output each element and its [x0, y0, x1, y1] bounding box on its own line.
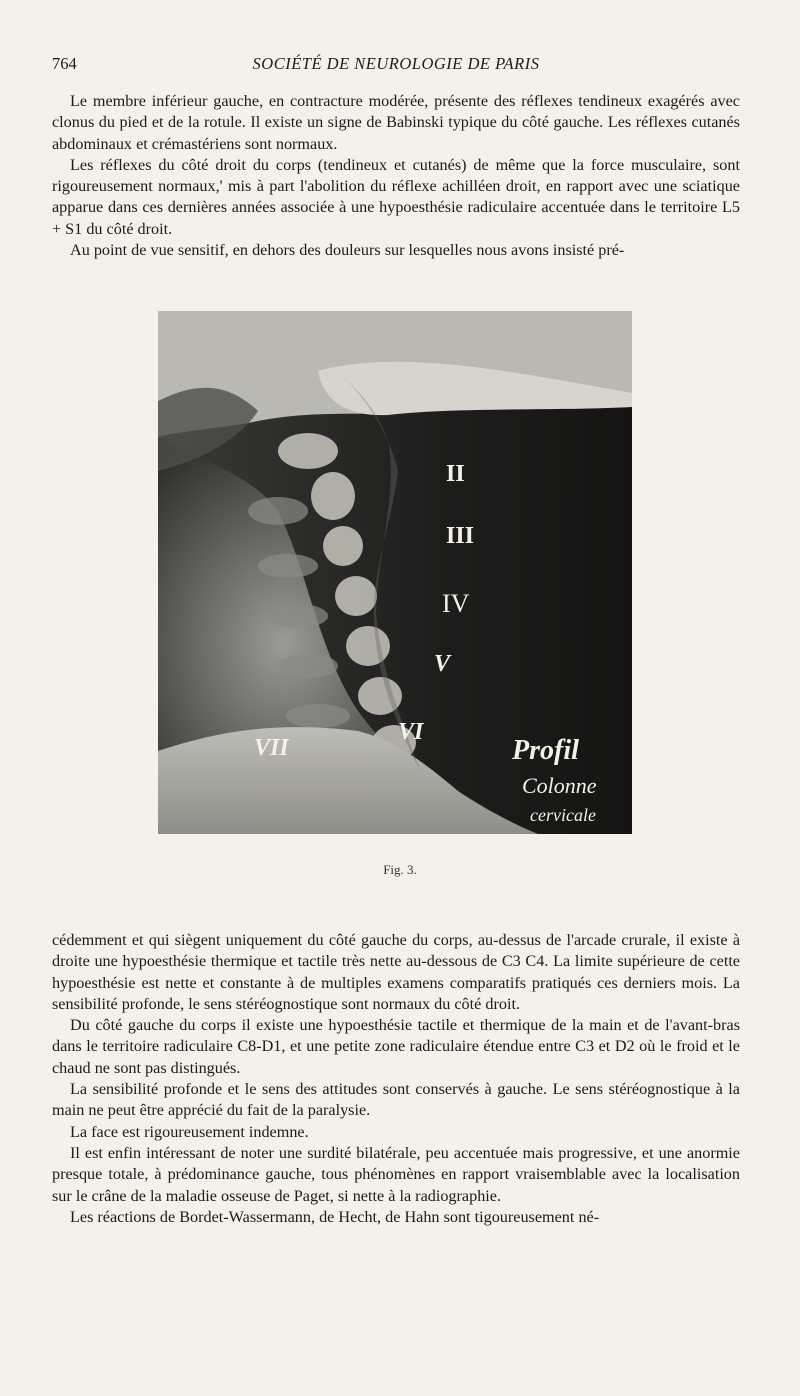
paragraph: Les réactions de Bordet-Wassermann, de Hecht, de Hahn sont tigoureusement né-: [70, 1207, 600, 1226]
annotation-cervicale: cervicale: [530, 805, 596, 825]
paragraph: Il est enfin intéressant de noter une surdité bilatérale, peu accentuée mais progressive, et une anormie presque totale, à prédominance gauche, tous phénomènes en rapport vraisemblable avec la localisation sur le crâne de la maladie osseuse de Paget, si nette à la radiographie.: [52, 1143, 740, 1205]
figure-caption: Fig. 3.: [383, 862, 417, 877]
annotation-colonne: Colonne: [522, 773, 597, 798]
running-header: [52, 54, 740, 80]
body-text-top: [52, 91, 740, 261]
vertebra-label-vii: VII: [254, 735, 289, 761]
xray-figure: [158, 311, 632, 834]
vertebra-label-iii: III: [446, 523, 475, 549]
paragraph: cédemment et qui siègent uniquement du côté gauche du corps, au-dessus de l'arcade crurale, il existe à droite une hypoesthésie thermique et tactile très nette au-dessous de C3 C4. La limite supérieure de cette hypoesthésie est nette et constante à de multiples examens comparatifs pratiqués ces derniers mois. La sensibilité profonde, le sens stéréognostique sont normaux du côté droit.: [52, 931, 740, 1013]
paragraph: Du côté gauche du corps il existe une hypoesthésie tactile et thermique de la main et de l'avant-bras dans le territoire radiculaire C8-D1, et une petite zone radiculaire étendue entre C3 et D2 où le froid et le chaud ne sont pas distingués.: [52, 1016, 740, 1077]
paragraph: Au point de vue sensitif, en dehors des douleurs sur lesquelles nous avons insisté pré-: [70, 241, 625, 260]
vertebra-label-iv: IV: [442, 589, 470, 618]
annotation-profil: Profil: [512, 735, 579, 766]
vertebra-label-vi: VI: [398, 719, 424, 745]
paragraph: Les réflexes du côté droit du corps (tendineux et cutanés) de même que la force musculaire, sont rigoureusement normaux,' mis à part l'abolition du réflexe achilléen droit, en rapport avec une sciatique apparue dans ces dernières années associée à une hypoesthésie radiculaire accentuée dans le territoire L5 + S1 du côté droit.: [52, 155, 740, 238]
page-number: 764: [52, 54, 77, 73]
body-text-bottom: [52, 930, 740, 1228]
paragraph: La sensibilité profonde et le sens des attitudes sont conservés à gauche. Le sens stéréognostique à la main ne peut être apprécié du fait de la paralysie.: [52, 1080, 740, 1120]
vertebra-label-ii: II: [446, 461, 465, 487]
paragraph: La face est rigoureusement indemne.: [70, 1122, 309, 1141]
paragraph: Le membre inférieur gauche, en contracture modérée, présente des réflexes tendineux exagérés avec clonus du pied et de la rotule. Il existe un signe de Babinski typique du côté gauche. Les réflexes cutanés abdominaux et crémastériens sont normaux.: [52, 92, 740, 153]
running-title: SOCIÉTÉ DE NEUROLOGIE DE PARIS: [252, 54, 540, 73]
vertebra-label-v: V: [434, 651, 451, 677]
